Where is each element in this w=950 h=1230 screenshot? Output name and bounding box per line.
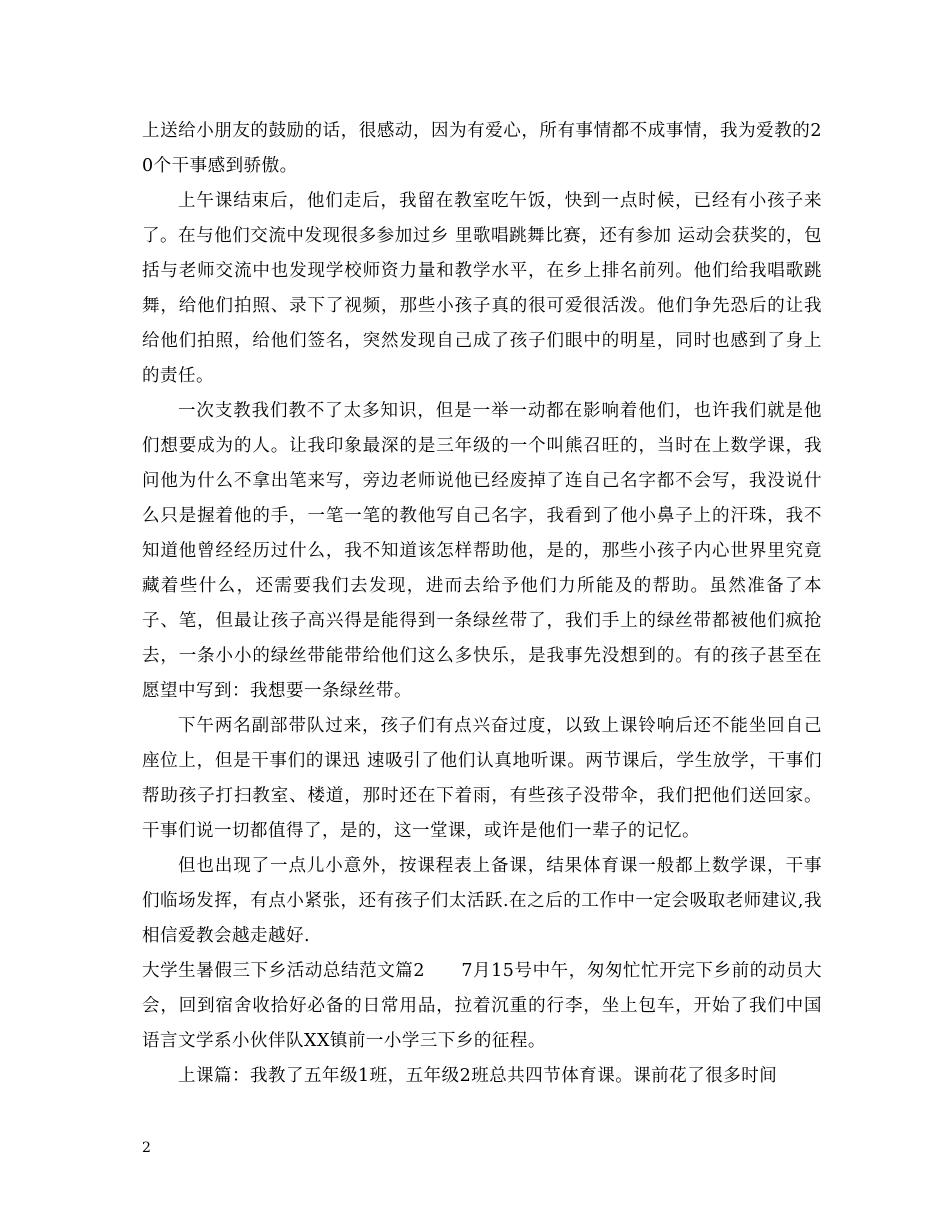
paragraph-2: 上午课结束后，他们走后，我留在教室吃午饭，快到一点时候，已经有小孩子来了。在与他们交流中发现很多参加过乡 里歌唱跳舞比赛，还有参加 运动会获奖的，包括与老师交流中也发现学校师资力量和教学水平，在乡上排名前列。他们给我唱歌跳舞，给他们拍照、录下了视频，那些小孩子真的很可爱很活泼。他们争先恐后的让我给他们拍照，给他们签名，突然发现自己成了孩子们眼中的明星，同时也感到了身上的责任。 (142, 191, 822, 386)
body-text (142, 114, 822, 1094)
paragraph-1: 上送给小朋友的鼓励的话，很感动，因为有爱心，所有事情都不成事情，我为爱教的20个干事感到骄傲。 (142, 121, 822, 176)
paragraph-7: 上课篇：我教了五年级1班，五年级2班总共四节体育课。课前花了很多时间 (178, 1066, 778, 1086)
paragraph-3: 一次支教我们教不了太多知识，但是一举一动都在影响着他们，也许我们就是他们想要成为的人。让我印象最深的是三年级的一个叫熊召旺的，当时在上数学课，我问他为什么不拿出笔来写，旁边老师说他已经废掉了连自己名字都不会写，我没说什么只是握着他的手，一笔一笔的教他写自己名字，我看到了他小鼻子上的汗珠，我不知道他曾经经历过什么，我不知道该怎样帮助他，是的，那些小孩子内心世界里究竟藏着些什么，还需要我们去发现，进而去给予他们力所能及的帮助。虽然准备了本子、笔，但最让孩子高兴得是能得到一条绿丝带了，我们手上的绿丝带都被他们疯抢去，一条小小的绿丝带能带给他们这么多快乐，是我事先没想到的。有的孩子甚至在愿望中写到：我想要一条绿丝带。 (142, 401, 822, 701)
paragraph-6: 大学生暑假三下乡活动总结范文篇2 7月15号中午，匆匆忙忙开完下乡前的动员大会，回到宿舍收拾好必备的日常用品，拉着沉重的行李，坐上包车，开始了我们中国语言文学系小伙伴队XX镇前一小学三下乡的征程。 (142, 961, 822, 1051)
page-number: 2 (142, 1140, 151, 1156)
paragraph-4: 下午两名副部带队过来，孩子们有点兴奋过度，以致上课铃响后还不能坐回自己座位上，但是干事们的课迅 速吸引了他们认真地听课。两节课后，学生放学，干事们帮助孩子打扫教室、楼道，那时还在下着雨，有些孩子没带伞，我们把他们送回家。干事们说一切都值得了，是的，这一堂课，或许是他们一辈子的记忆。 (142, 716, 822, 841)
paragraph-5: 但也出现了一点儿小意外，按课程表上备课，结果体育课一般都上数学课，干事们临场发挥，有点小紧张，还有孩子们太活跃.在之后的工作中一定会吸取老师建议,我相信爱教会越走越好. (142, 856, 822, 946)
